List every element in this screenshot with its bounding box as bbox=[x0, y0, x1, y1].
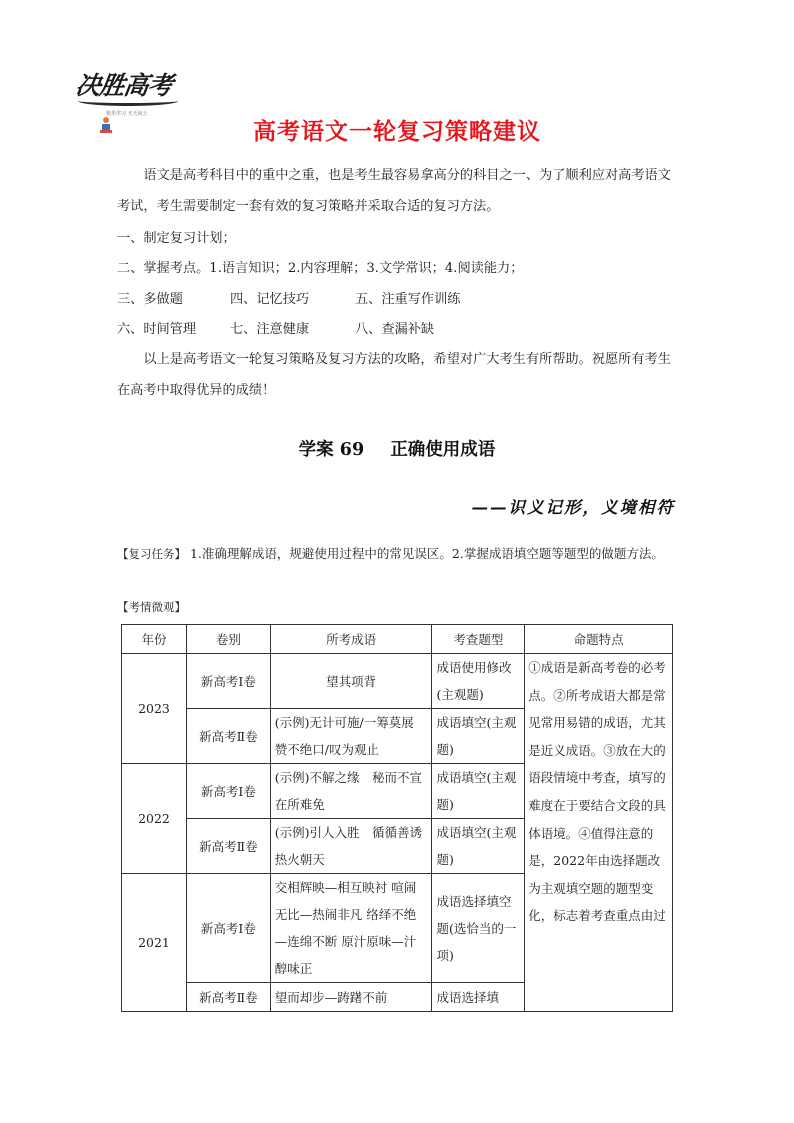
paper-cell: 新高考Ⅰ卷 bbox=[186, 654, 270, 709]
logo-subtext: 快乐学习 天天向上 bbox=[106, 111, 148, 117]
idioms-cell: (示例)引人入胜 循循善诱 热火朝天 bbox=[270, 819, 432, 874]
section-prefix: 学案 bbox=[298, 440, 334, 460]
feature-cell: ①成语是新高考卷的必考点。②所考成语大都是常见常用易错的成语，尤其是近义成语。③放在大的语段情境中考查，填写的难度在于要结合文段的具体语境。④值得注意的是，2022年由选择题改为主观填空题的题型变化，标志着考查重点由过 bbox=[525, 654, 673, 1012]
idioms-cell: (示例)无计可施/一筹莫展 赞不绝口/叹为观止 bbox=[270, 709, 432, 764]
paper-cell: 新高考Ⅰ卷 bbox=[186, 764, 270, 819]
exam-table bbox=[121, 624, 673, 1012]
tip-item: 八、查漏补缺 bbox=[355, 322, 435, 337]
tip-line-3 bbox=[117, 290, 461, 310]
section-title bbox=[0, 436, 794, 461]
paper-cell: 新高考Ⅰ卷 bbox=[186, 874, 270, 983]
intro-paragraph: 语文是高考科目中的重中之重，也是考生最容易拿高分的科目之一、为了顺利应对高考语文考试，考生需要制定一套有效的复习策略并采取合适的复习方法。 bbox=[117, 168, 671, 214]
tip-line-2: 二、掌握考点。1.语言知识；2.内容理解；3.文学常识；4.阅读能力； bbox=[117, 261, 524, 276]
year-cell: 2023 bbox=[122, 654, 187, 764]
tip-item: 四、记忆技巧 bbox=[230, 292, 310, 307]
task-label: 【复习任务】 bbox=[117, 547, 186, 561]
type-cell: 成语填空(主观题) bbox=[432, 709, 525, 764]
logo-swoosh bbox=[78, 96, 178, 106]
exam-overview-label: 【考情微观】 bbox=[117, 600, 186, 614]
table-header-row bbox=[122, 625, 673, 654]
header-cell: 卷别 bbox=[186, 625, 270, 654]
type-cell: 成语填空(主观题) bbox=[432, 764, 525, 819]
task-text: 1.准确理解成语，规避使用过程中的常见误区。2.掌握成语填空题等题型的做题方法。 bbox=[189, 546, 664, 561]
idioms-cell: (示例)不解之缘 秘而不宣 在所难免 bbox=[270, 764, 432, 819]
section-subtitle: ——识义记形，义境相符 bbox=[471, 498, 675, 517]
tip-item: 六、时间管理 bbox=[117, 322, 197, 337]
tip-item: 五、注重写作训练 bbox=[355, 292, 461, 307]
header-cell: 命题特点 bbox=[525, 625, 673, 654]
tip-item: 三、多做题 bbox=[117, 292, 183, 307]
table-row bbox=[122, 654, 673, 709]
idioms-cell: 望而却步—踌躇不前 bbox=[270, 983, 432, 1012]
header-cell: 所考成语 bbox=[270, 625, 432, 654]
logo-text: 决胜高考 bbox=[73, 71, 174, 100]
header-cell: 考查题型 bbox=[432, 625, 525, 654]
year-cell: 2022 bbox=[122, 764, 187, 874]
type-cell: 成语选择填空题(选恰当的一项) bbox=[432, 874, 525, 983]
paper-cell: 新高考Ⅱ卷 bbox=[186, 819, 270, 874]
year-cell: 2021 bbox=[122, 874, 187, 1012]
document-title: 高考语文一轮复习策略建议 bbox=[253, 119, 541, 145]
type-cell: 成语使用修改(主观题) bbox=[432, 654, 525, 709]
paper-cell: 新高考Ⅱ卷 bbox=[186, 983, 270, 1012]
type-cell: 成语选择填 bbox=[432, 983, 525, 1012]
idioms-cell: 望其项背 bbox=[270, 654, 432, 709]
type-cell: 成语填空(主观题) bbox=[432, 819, 525, 874]
tip-line-4 bbox=[117, 320, 434, 340]
paper-cell: 新高考Ⅱ卷 bbox=[186, 709, 270, 764]
idioms-cell: 交相辉映—相互映衬 喧闹无比—热闹非凡 络绎不绝—连绵不断 原汁原味—汁醇味正 bbox=[270, 874, 432, 983]
tip-line-1: 一、制定复习计划； bbox=[117, 231, 236, 246]
conclusion-paragraph: 以上是高考语文一轮复习策略及复习方法的攻略，希望对广大考生有所帮助。祝愿所有考生在高考中取得优异的成绩！ bbox=[117, 352, 671, 398]
header-cell: 年份 bbox=[122, 625, 187, 654]
tip-item: 七、注意健康 bbox=[230, 322, 310, 337]
review-task bbox=[117, 542, 677, 566]
section-number: 69 bbox=[339, 440, 365, 460]
section-main-title: 正确使用成语 bbox=[390, 440, 496, 460]
